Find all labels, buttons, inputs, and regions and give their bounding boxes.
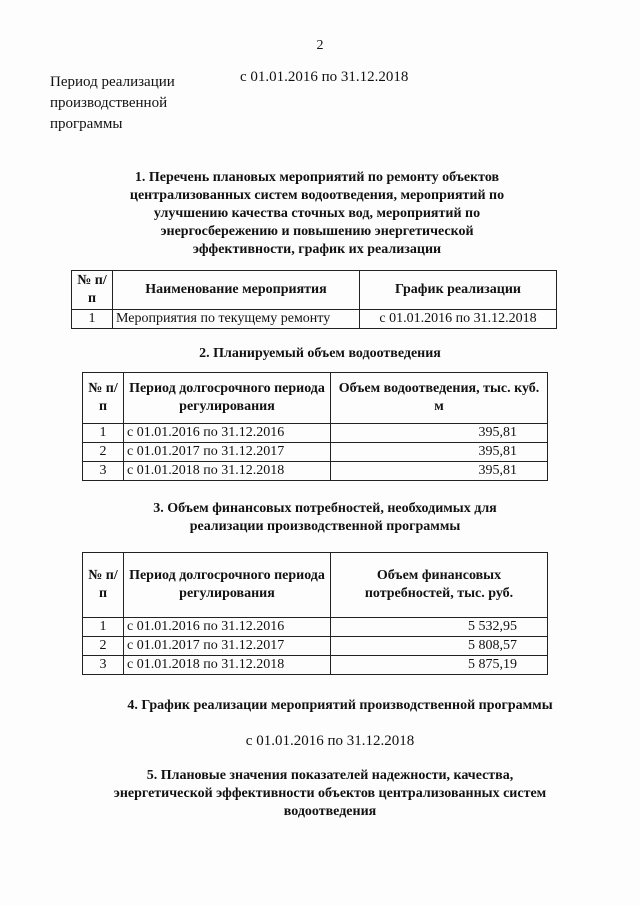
table-cell: 1 <box>72 310 113 329</box>
section2-title: 2. Планируемый объем водоотведения <box>199 346 441 361</box>
table-cell: 5 808,57 <box>331 637 548 656</box>
wastewater-volume-table <box>82 372 548 481</box>
table-row <box>83 656 548 675</box>
table-row <box>83 462 548 481</box>
column-header: № п/п <box>83 553 124 618</box>
table-cell: Мероприятия по текущему ремонту <box>113 310 360 329</box>
table-cell: 3 <box>83 462 124 481</box>
column-header: Объем водоотведения, тыс. куб. м <box>331 373 548 424</box>
table-row <box>72 310 557 329</box>
column-header: Период долгосрочного периода регулирования <box>124 553 331 618</box>
measures-table <box>71 270 557 329</box>
column-header: График реализации <box>360 271 557 310</box>
period-label: Период реализации производственной программы <box>50 74 175 132</box>
table-row <box>83 618 548 637</box>
section4-value: с 01.01.2016 по 31.12.2018 <box>245 733 415 749</box>
section3-title: 3. Объем финансовых потребностей, необходимых для реализации производственной программы <box>153 501 497 534</box>
period-value: с 01.01.2016 по 31.12.2018 <box>240 69 409 85</box>
section1-title: 1. Перечень плановых мероприятий по ремонту объектов централизованных систем водоотведения, мероприятий по улучшению качества сточных вод, мероприятий по энергосбережению и повышению энергетической эффективности, график их реализации <box>129 170 505 257</box>
table-cell: с 01.01.2017 по 31.12.2017 <box>124 443 331 462</box>
table-cell: 1 <box>83 618 124 637</box>
table-cell: 395,81 <box>331 443 548 462</box>
table-row <box>83 424 548 443</box>
column-header: Период долгосрочного периода регулирования <box>124 373 331 424</box>
financial-needs-table <box>82 552 548 675</box>
table-header-row <box>72 271 557 310</box>
table-cell: с 01.01.2018 по 31.12.2018 <box>124 656 331 675</box>
table-header-row <box>83 373 548 424</box>
table-cell: с 01.01.2016 по 31.12.2018 <box>360 310 557 329</box>
column-header: Объем финансовых потребностей, тыс. руб. <box>331 553 548 618</box>
section5-title: 5. Плановые значения показателей надежности, качества, энергетической эффективности объектов централизованных систем водоотведения <box>113 768 547 819</box>
table-cell: 5 875,19 <box>331 656 548 675</box>
table-cell: 2 <box>83 637 124 656</box>
table-cell: с 01.01.2017 по 31.12.2017 <box>124 637 331 656</box>
table-cell: 395,81 <box>331 462 548 481</box>
section4-title: 4. График реализации мероприятий производственной программы <box>127 698 553 713</box>
table-cell: 1 <box>83 424 124 443</box>
table-row <box>83 443 548 462</box>
table-cell: 5 532,95 <box>331 618 548 637</box>
table-cell: с 01.01.2016 по 31.12.2016 <box>124 618 331 637</box>
table-cell: 3 <box>83 656 124 675</box>
column-header: Наименование мероприятия <box>113 271 360 310</box>
table-cell: с 01.01.2016 по 31.12.2016 <box>124 424 331 443</box>
column-header: № п/п <box>83 373 124 424</box>
page-number: 2 <box>316 38 324 53</box>
table-header-row <box>83 553 548 618</box>
table-cell: с 01.01.2018 по 31.12.2018 <box>124 462 331 481</box>
table-cell: 395,81 <box>331 424 548 443</box>
table-row <box>83 637 548 656</box>
table-cell: 2 <box>83 443 124 462</box>
column-header: № п/п <box>72 271 113 310</box>
